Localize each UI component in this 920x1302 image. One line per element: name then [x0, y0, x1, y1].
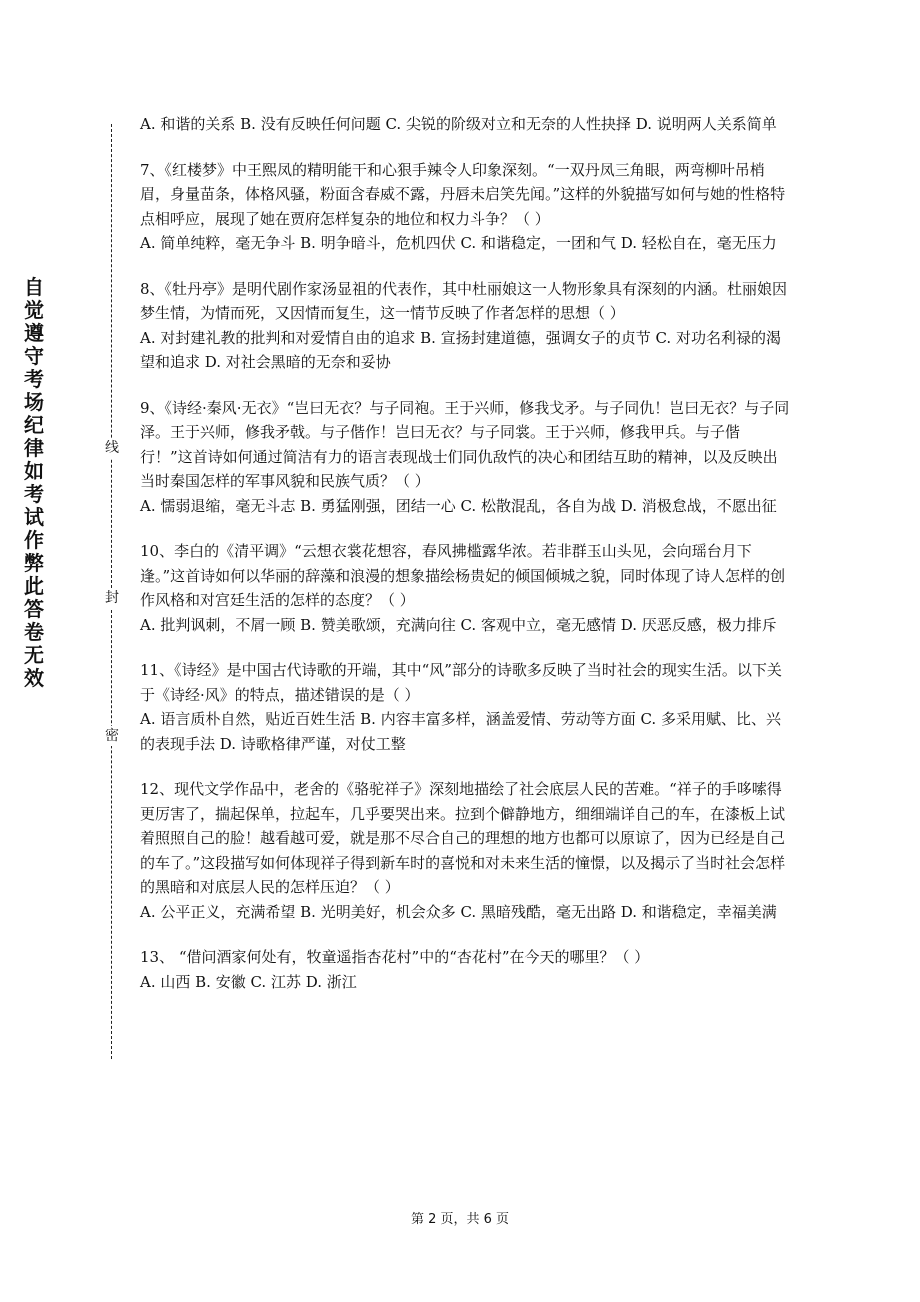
question-options: A. 和谐的关系 B. 没有反映任何问题 C. 尖锐的阶级对立和无奈的人性抉择 D. 说明两人关系简单	[140, 115, 777, 133]
question-stem: 12、现代文学作品中，老舍的《骆驼祥子》深刻地描绘了社会底层人民的苦难。“祥子的手哆嗦得更厉害了，揣起保单，拉起车，几乎要哭出来。拉到个僻静地方，细细端详自己的车，在漆板上试着照照自己的脸！越看越可爱，就是那不尽合自己的理想的地方也都可以原谅了，因为已经是自己的车了。”这段描写如何体现祥子得到新车时的喜悦和对未来生活的憧憬，以及揭示了当时社会怎样的黑暗和对底层人民的怎样压迫？（ ）	[140, 780, 786, 896]
question-9	[140, 396, 790, 519]
question-list	[140, 112, 790, 1015]
question-13	[140, 945, 790, 994]
question-6-continued	[140, 112, 790, 137]
question-stem: 8、《牡丹亭》是明代剧作家汤显祖的代表作，其中杜丽娘这一人物形象具有深刻的内涵。杜丽娘因梦生情，为情而死，又因情而复生，这一情节反映了作者怎样的思想（ ）	[140, 279, 788, 322]
question-options: A. 语言质朴自然，贴近百姓生活 B. 内容丰富多样，涵盖爱情、劳动等方面 C. 多采用赋、比、兴的表现手法 D. 诗歌格律严谨，对仗工整	[140, 710, 781, 753]
question-options: A. 对封建礼教的批判和对爱情自由的追求 B. 宣扬封建道德，强调女子的贞节 C. 对功名利禄的渴望和追求 D. 对社会黑暗的无奈和妥协	[140, 328, 781, 371]
seal-mark-seal: 封	[105, 590, 119, 606]
question-stem: 11、《诗经》是中国古代诗歌的开端，其中“风”部分的诗歌多反映了当时社会的现实生活。以下关于《诗经·风》的特点，描述错误的是（ ）	[140, 661, 782, 704]
question-stem: 9、《诗经·秦风·无衣》“岂曰无衣？与子同袍。王于兴师，修我戈矛。与子同仇！岂曰无衣？与子同泽。王于兴师，修我矛戟。与子偕作！岂曰无衣？与子同裳。王于兴师，修我甲兵。与子偕行！”这首诗如何通过简洁有力的语言表现战士们同仇敌忾的决心和团结互助的精神，以及反映出当时秦国怎样的军事风貌和民族气质？（ ）	[140, 398, 790, 490]
exam-discipline-notice: 自觉遵守考场纪律如考试作弊此答卷无效	[24, 275, 44, 690]
page-number: 第 2 页，共 6 页	[410, 1212, 510, 1227]
question-options: A. 公平正义，充满希望 B. 光明美好，机会众多 C. 黑暗残酷，毫无出路 D. 和谐稳定，幸福美满	[140, 902, 777, 921]
question-12	[140, 777, 790, 924]
question-stem: 13、 “借问酒家何处有，牧童遥指杏花村”中的“杏花村”在今天的哪里？（ ）	[140, 948, 650, 966]
question-options: A. 批判讽刺，不屑一顾 B. 赞美歌颂，充满向往 C. 客观中立，毫无感情 D. 厌恶反感，极力排斥	[140, 615, 777, 634]
seal-mark-secret: 密	[105, 728, 119, 744]
question-stem: 10、李白的《清平调》“云想衣裳花想容，春风拂槛露华浓。若非群玉山头见，会向瑶台月下逢。”这首诗如何以华丽的辞藻和浪漫的想象描绘杨贵妃的倾国倾城之貌，同时体现了诗人怎样的创作风格和对宫廷生活的怎样的态度？（ ）	[140, 542, 786, 609]
question-stem: 7、《红楼梦》中王熙凤的精明能干和心狠手辣令人印象深刻。“一双丹凤三角眼，两弯柳叶吊梢眉，身量苗条，体格风骚，粉面含春威不露，丹唇未启笑先闻。”这样的外貌描写如何与她的性格特点相呼应，展现了她在贾府怎样复杂的地位和权力斗争？（ ）	[140, 160, 786, 228]
question-8	[140, 277, 790, 375]
question-11	[140, 658, 790, 756]
question-options: A. 简单纯粹，毫无争斗 B. 明争暗斗，危机四伏 C. 和谐稳定，一团和气 D. 轻松自在，毫无压力	[140, 234, 777, 252]
question-options: A. 懦弱退缩，毫无斗志 B. 勇猛刚强，团结一心 C. 松散混乱，各自为战 D. 消极怠战，不愿出征	[140, 496, 777, 515]
question-options: A. 山西 B. 安徽 C. 江苏 D. 浙江	[140, 972, 357, 991]
seal-mark-line: 线	[105, 440, 119, 456]
question-10	[140, 539, 790, 637]
question-7	[140, 158, 790, 256]
